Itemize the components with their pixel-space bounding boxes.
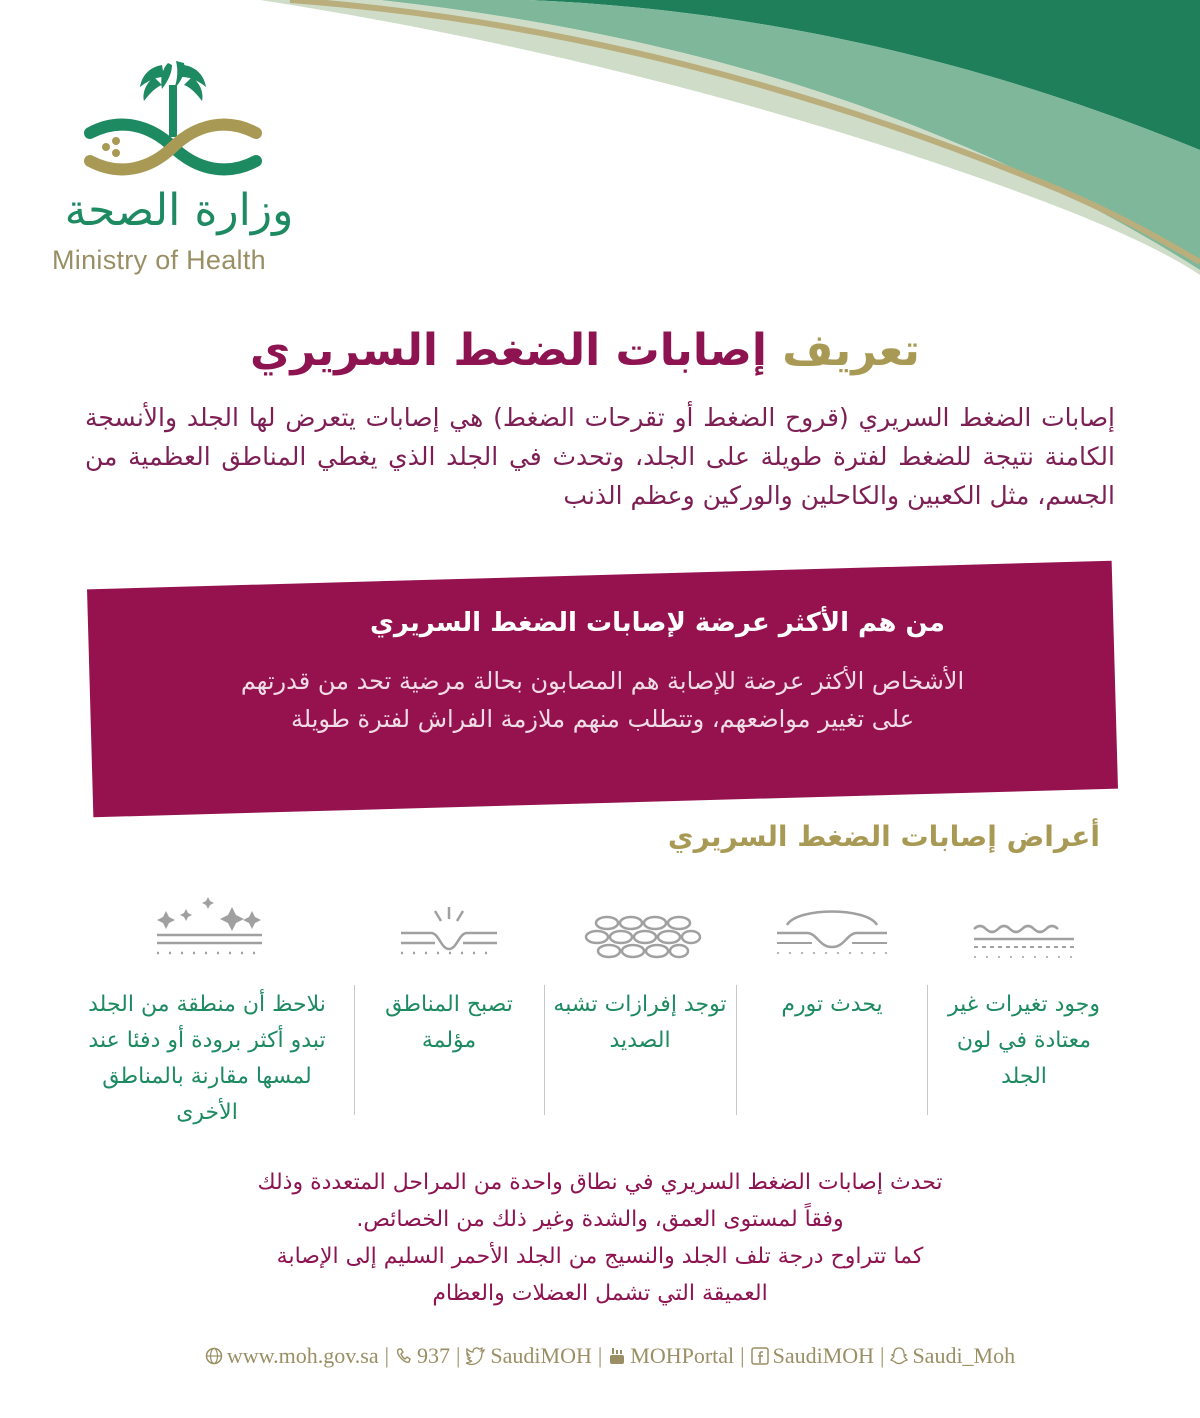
separator: |	[880, 1343, 885, 1368]
youtube-icon	[608, 1347, 626, 1365]
temperature-icon	[62, 895, 352, 970]
symptoms-heading: أعراض إصابات الضغط السريري	[667, 820, 1100, 853]
youtube-link[interactable]	[603, 1343, 739, 1369]
stages-line-4: العميقة التي تشمل العضلات والعظام	[432, 1281, 768, 1306]
symptom-item	[62, 895, 352, 1125]
risk-text-line-2: على تغيير مواضعهم، وتتطلب منهم ملازمة الفراش لفترة طويلة	[290, 705, 915, 733]
pus-secretion-icon	[545, 895, 735, 970]
symptom-text: وجود تغيرات غير معتادة في لون الجلد	[948, 992, 1100, 1089]
pain-icon	[355, 895, 543, 970]
facebook-link[interactable]	[746, 1343, 879, 1369]
title-part-2: إصابات الضغط السريري	[250, 325, 767, 376]
twitter-icon	[466, 1347, 486, 1365]
symptom-text: توجد إفرازات تشبه الصديد	[553, 992, 727, 1053]
symptom-item	[355, 895, 543, 1115]
stages-line-3: كما تتراوح درجة تلف الجلد والنسيج من الجلد الأحمر السليم إلى الإصابة	[276, 1244, 924, 1269]
symptom-divider	[927, 985, 928, 1115]
globe-icon	[205, 1347, 223, 1365]
facebook-text: SaudiMOH	[772, 1343, 875, 1368]
symptom-text: تصبح المناطق مؤلمة	[385, 992, 513, 1053]
phone-link[interactable]	[390, 1343, 455, 1369]
separator: |	[740, 1343, 745, 1368]
symptom-text: نلاحظ أن منطقة من الجلد تبدو أكثر برودة أو دفئا عند لمسها مقارنة بالمناطق الأخرى	[88, 992, 326, 1125]
separator: |	[597, 1343, 603, 1368]
page-title	[200, 325, 970, 376]
risk-text	[130, 662, 1075, 738]
title-part-1: تعريف	[782, 325, 920, 376]
facebook-icon	[751, 1347, 769, 1365]
risk-text-line-1: الأشخاص الأكثر عرضة للإصابة هم المصابون بحالة مرضية تحد من قدرتهم	[240, 667, 965, 695]
snapchat-icon	[890, 1347, 908, 1365]
website-link[interactable]	[200, 1343, 384, 1369]
definition-paragraph: إصابات الضغط السريري (قروح الضغط أو تقرحات الضغط) هي إصابات يتعرض لها الجلد والأنسجة الكامنة نتيجة للضغط لفترة طويلة على الجلد، وتحدث في الجلد الذي يغطي المناطق العظمية من الجسم، مثل الكعبين والكاحلين والوركين وعظم الذنب	[85, 403, 1115, 510]
twitter-link[interactable]	[461, 1343, 596, 1369]
phone-icon	[395, 1347, 413, 1365]
symptom-item	[545, 895, 735, 1115]
stages-line-1: تحدث إصابات الضغط السريري في نطاق واحدة من المراحل المتعددة وذلك	[257, 1170, 943, 1195]
snapchat-text: Saudi_Moh	[912, 1343, 1016, 1368]
stages-paragraph	[140, 1164, 1060, 1312]
symptom-divider	[544, 985, 545, 1115]
skin-color-change-icon	[928, 895, 1120, 970]
ministry-name-english: Ministry of Health	[52, 245, 266, 275]
risk-heading: من هم الأكثر عرضة لإصابات الضغط السريري	[369, 608, 945, 638]
symptom-text: يحدث تورم	[781, 992, 883, 1017]
symptom-divider	[736, 985, 737, 1115]
contact-footer	[130, 1340, 1090, 1372]
swelling-icon	[737, 895, 927, 970]
phone-text: 937	[417, 1343, 451, 1368]
stages-line-2: وفقاً لمستوى العمق، والشدة وغير ذلك من الخصائص.	[356, 1207, 844, 1232]
symptom-item	[737, 895, 927, 1115]
snapchat-link[interactable]	[885, 1343, 1020, 1369]
ministry-name-arabic: وزارة الصحة	[64, 185, 294, 236]
symptom-item	[928, 895, 1120, 1115]
youtube-text: MOHPortal	[630, 1343, 735, 1368]
symptom-divider	[354, 985, 355, 1115]
separator: |	[456, 1343, 461, 1368]
website-text: www.moh.gov.sa	[226, 1343, 379, 1368]
separator: |	[384, 1343, 390, 1368]
twitter-text: SaudiMOH	[490, 1343, 592, 1368]
